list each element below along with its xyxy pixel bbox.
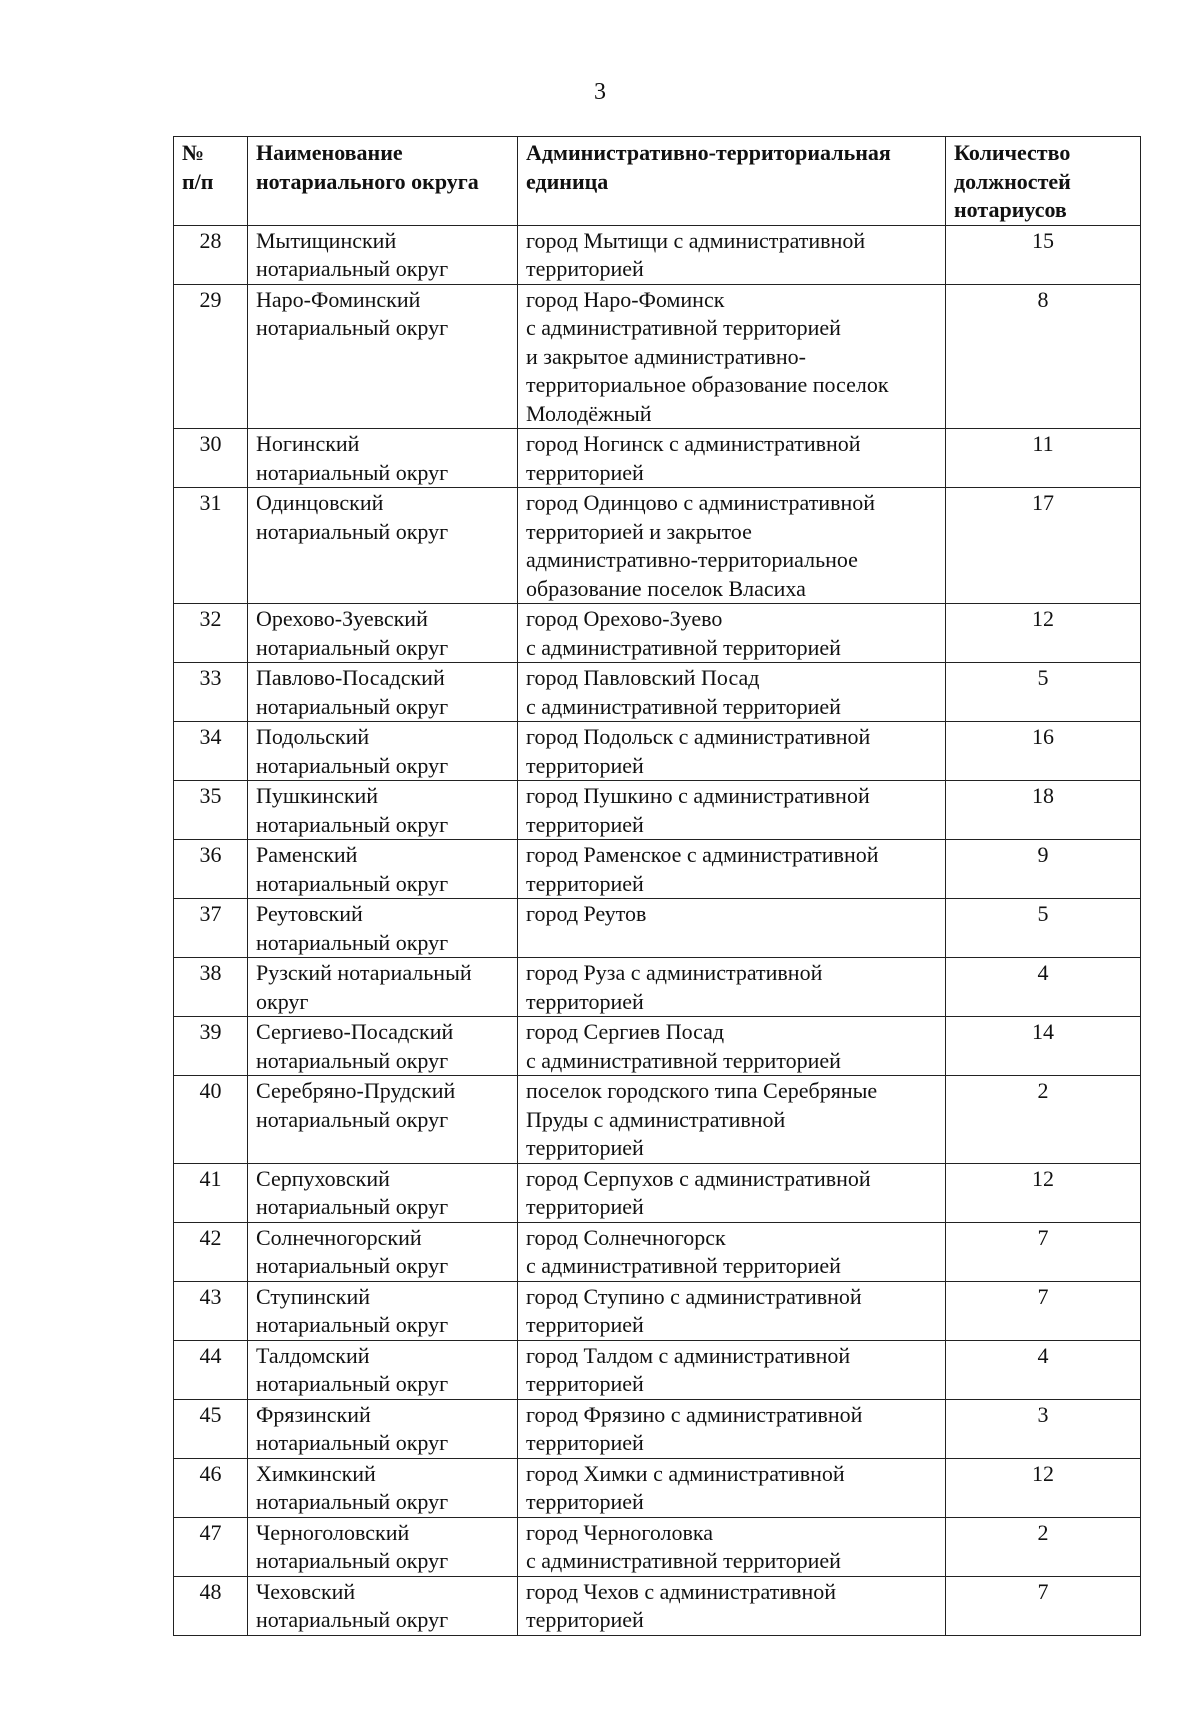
text-line: город Серпухов с административной bbox=[526, 1165, 871, 1191]
header-notary-count bbox=[946, 137, 1141, 226]
district-name bbox=[248, 1576, 518, 1635]
header-admin-unit bbox=[518, 137, 946, 226]
text-line: единица bbox=[526, 168, 609, 194]
text-line: территорией bbox=[526, 1312, 644, 1337]
header-district-name bbox=[248, 137, 518, 226]
text-line: территорией bbox=[526, 459, 644, 485]
row-number: 47 bbox=[174, 1517, 248, 1576]
row-number: 30 bbox=[174, 429, 248, 488]
text-line: нотариальный округ bbox=[256, 752, 449, 778]
row-number: 42 bbox=[174, 1222, 248, 1281]
text-line: нотариальный округ bbox=[256, 1430, 449, 1455]
row-number: 45 bbox=[174, 1399, 248, 1458]
admin-unit bbox=[518, 1517, 946, 1576]
table-row bbox=[174, 663, 1141, 722]
table-row bbox=[174, 899, 1141, 958]
table-row bbox=[174, 1017, 1141, 1076]
text-line: город Руза с административной bbox=[526, 960, 823, 985]
notary-count: 11 bbox=[946, 429, 1141, 488]
district-name bbox=[248, 604, 518, 663]
text-line: территорией bbox=[526, 1371, 644, 1396]
table-row bbox=[174, 781, 1141, 840]
text-line: с административной территорией bbox=[526, 1548, 841, 1573]
row-number: 40 bbox=[174, 1076, 248, 1164]
text-line: нотариальный округ bbox=[256, 1548, 449, 1573]
district-name bbox=[248, 429, 518, 488]
text-line: Подольский bbox=[256, 724, 370, 749]
notary-count: 2 bbox=[946, 1076, 1141, 1164]
admin-unit bbox=[518, 429, 946, 488]
text-line: Наро-Фоминский bbox=[256, 286, 421, 312]
text-line: должностей bbox=[954, 168, 1071, 194]
row-number: 38 bbox=[174, 958, 248, 1017]
text-line: № bbox=[182, 140, 205, 165]
text-line: нотариальный округ bbox=[256, 1371, 449, 1396]
table-row bbox=[174, 429, 1141, 488]
text-line: Серебряно-Прудский bbox=[256, 1078, 456, 1103]
text-line: округ bbox=[256, 988, 309, 1014]
text-line: нотариальный округ bbox=[256, 1047, 449, 1073]
admin-unit bbox=[518, 663, 946, 722]
text-line: город Химки с административной bbox=[526, 1460, 845, 1486]
admin-unit bbox=[518, 1458, 946, 1517]
text-line: Количество bbox=[954, 140, 1071, 165]
text-line: нотариального округа bbox=[256, 168, 479, 194]
text-line: город Орехово-Зуево bbox=[526, 606, 723, 631]
text-line: нотариальный округ bbox=[256, 870, 449, 896]
text-line: город Ступино с административной bbox=[526, 1283, 862, 1309]
text-line: нотариальный округ bbox=[256, 1489, 449, 1514]
text-line: нотариальный округ bbox=[256, 811, 449, 837]
district-name bbox=[248, 722, 518, 781]
district-name bbox=[248, 899, 518, 958]
notary-count: 7 bbox=[946, 1222, 1141, 1281]
admin-unit bbox=[518, 284, 946, 429]
row-number: 29 bbox=[174, 284, 248, 429]
text-line: нотариальный округ bbox=[256, 518, 449, 544]
row-number: 39 bbox=[174, 1017, 248, 1076]
notary-count: 12 bbox=[946, 604, 1141, 663]
admin-unit bbox=[518, 225, 946, 284]
admin-unit bbox=[518, 1340, 946, 1399]
row-number: 41 bbox=[174, 1163, 248, 1222]
district-name bbox=[248, 1017, 518, 1076]
district-name bbox=[248, 488, 518, 604]
header-row bbox=[174, 137, 1141, 226]
notary-count: 8 bbox=[946, 284, 1141, 429]
text-line: территориальное образование поселок bbox=[526, 372, 889, 397]
notary-count: 5 bbox=[946, 899, 1141, 958]
table-row bbox=[174, 1222, 1141, 1281]
text-line: город Реутов bbox=[526, 901, 647, 926]
district-name bbox=[248, 1281, 518, 1340]
notary-count: 16 bbox=[946, 722, 1141, 781]
row-number: 44 bbox=[174, 1340, 248, 1399]
text-line: Сергиево-Посадский bbox=[256, 1019, 454, 1044]
text-line: город Сергиев Посад bbox=[526, 1019, 725, 1044]
text-line: Чеховский bbox=[256, 1578, 356, 1604]
admin-unit bbox=[518, 958, 946, 1017]
notary-count: 14 bbox=[946, 1017, 1141, 1076]
table-row bbox=[174, 488, 1141, 604]
text-line: с административной территорией bbox=[526, 315, 841, 340]
text-line: нотариальный округ bbox=[256, 1312, 449, 1337]
admin-unit bbox=[518, 1076, 946, 1164]
text-line: территорией bbox=[526, 1194, 644, 1219]
text-line: нотариальный округ bbox=[256, 634, 449, 660]
admin-unit bbox=[518, 840, 946, 899]
row-number: 37 bbox=[174, 899, 248, 958]
text-line: административно-территориальное bbox=[526, 547, 858, 572]
text-line: город Фрязино с административной bbox=[526, 1401, 863, 1427]
text-line: город Одинцово с административной bbox=[526, 490, 876, 515]
text-line: Наименование bbox=[256, 140, 403, 165]
admin-unit bbox=[518, 488, 946, 604]
text-line: нотариальный округ bbox=[256, 1106, 449, 1132]
text-line: Рузский нотариальный bbox=[256, 960, 472, 985]
notary-count: 12 bbox=[946, 1458, 1141, 1517]
table-row bbox=[174, 1281, 1141, 1340]
text-line: нотариальный округ bbox=[256, 459, 449, 485]
district-name bbox=[248, 1340, 518, 1399]
text-line: территорией bbox=[526, 1489, 644, 1514]
text-line: город Чехов с административной bbox=[526, 1578, 836, 1604]
row-number: 35 bbox=[174, 781, 248, 840]
text-line: Пушкинский bbox=[256, 783, 379, 808]
table-row bbox=[174, 1163, 1141, 1222]
admin-unit bbox=[518, 722, 946, 781]
text-line: нотариальный округ bbox=[256, 1194, 449, 1219]
table-row bbox=[174, 1458, 1141, 1517]
notary-count: 18 bbox=[946, 781, 1141, 840]
district-name bbox=[248, 1458, 518, 1517]
table-row bbox=[174, 225, 1141, 284]
text-line: образование поселок Власиха bbox=[526, 575, 806, 601]
text-line: Мытищинский bbox=[256, 227, 397, 253]
district-name bbox=[248, 663, 518, 722]
row-number: 43 bbox=[174, 1281, 248, 1340]
district-name bbox=[248, 1399, 518, 1458]
text-line: территорией bbox=[526, 256, 644, 281]
table-row bbox=[174, 1517, 1141, 1576]
notary-count: 9 bbox=[946, 840, 1141, 899]
notary-count: 4 bbox=[946, 1340, 1141, 1399]
notary-count: 12 bbox=[946, 1163, 1141, 1222]
text-line: город Подольск с административной bbox=[526, 724, 871, 749]
row-number: 28 bbox=[174, 225, 248, 284]
text-line: Орехово-Зуевский bbox=[256, 606, 428, 631]
admin-unit bbox=[518, 604, 946, 663]
text-line: Черноголовский bbox=[256, 1519, 410, 1545]
table-row bbox=[174, 604, 1141, 663]
row-number: 33 bbox=[174, 663, 248, 722]
notary-count: 15 bbox=[946, 225, 1141, 284]
text-line: город Мытищи с административной bbox=[526, 227, 866, 253]
text-line: Молодёжный bbox=[526, 400, 652, 426]
district-name bbox=[248, 958, 518, 1017]
text-line: и закрытое административно- bbox=[526, 343, 806, 369]
text-line: город Наро-Фоминск bbox=[526, 286, 725, 312]
notary-count: 5 bbox=[946, 663, 1141, 722]
district-name bbox=[248, 1517, 518, 1576]
table-row bbox=[174, 840, 1141, 899]
row-number: 32 bbox=[174, 604, 248, 663]
table-row bbox=[174, 1340, 1141, 1399]
table-header bbox=[174, 137, 1141, 226]
text-line: Фрязинский bbox=[256, 1401, 371, 1427]
text-line: территорией bbox=[526, 752, 644, 778]
admin-unit bbox=[518, 1399, 946, 1458]
district-name bbox=[248, 1076, 518, 1164]
notary-count: 7 bbox=[946, 1281, 1141, 1340]
notary-count: 3 bbox=[946, 1399, 1141, 1458]
text-line: город Раменское с административной bbox=[526, 842, 879, 867]
table-row bbox=[174, 1399, 1141, 1458]
district-name bbox=[248, 225, 518, 284]
notary-districts-table bbox=[173, 136, 1141, 1636]
text-line: территорией bbox=[526, 1135, 644, 1160]
table-body bbox=[174, 225, 1141, 1635]
text-line: территорией bbox=[526, 988, 644, 1014]
table-row bbox=[174, 1076, 1141, 1164]
notary-count: 4 bbox=[946, 958, 1141, 1017]
district-name bbox=[248, 284, 518, 429]
row-number: 46 bbox=[174, 1458, 248, 1517]
text-line: Пруды с административной bbox=[526, 1106, 786, 1132]
text-line: город Ногинск с административной bbox=[526, 431, 861, 456]
text-line: Солнечногорский bbox=[256, 1224, 422, 1250]
text-line: Административно-территориальная bbox=[526, 140, 891, 165]
text-line: территорией и закрытое bbox=[526, 518, 752, 544]
text-line: город Талдом с административной bbox=[526, 1342, 851, 1368]
text-line: город Павловский Посад bbox=[526, 665, 760, 690]
header-num bbox=[174, 137, 248, 226]
admin-unit bbox=[518, 1576, 946, 1635]
admin-unit bbox=[518, 899, 946, 958]
text-line: нотариусов bbox=[954, 197, 1067, 222]
text-line: Реутовский bbox=[256, 901, 363, 926]
text-line: Серпуховский bbox=[256, 1165, 390, 1191]
text-line: нотариальный округ bbox=[256, 1607, 449, 1632]
page-number: 3 bbox=[594, 79, 606, 105]
text-line: нотариальный округ bbox=[256, 315, 449, 340]
admin-unit bbox=[518, 781, 946, 840]
table-row bbox=[174, 722, 1141, 781]
text-line: территорией bbox=[526, 1430, 644, 1455]
admin-unit bbox=[518, 1281, 946, 1340]
text-line: город Черноголовка bbox=[526, 1519, 714, 1545]
district-name bbox=[248, 1163, 518, 1222]
text-line: с административной территорией bbox=[526, 693, 841, 719]
admin-unit bbox=[518, 1017, 946, 1076]
table-row bbox=[174, 958, 1141, 1017]
row-number: 34 bbox=[174, 722, 248, 781]
text-line: территорией bbox=[526, 1607, 644, 1632]
text-line: поселок городского типа Серебряные bbox=[526, 1078, 878, 1103]
text-line: Талдомский bbox=[256, 1342, 370, 1368]
text-line: нотариальный округ bbox=[256, 693, 449, 719]
text-line: с административной территорией bbox=[526, 634, 841, 660]
text-line: город Пушкино с административной bbox=[526, 783, 870, 808]
district-name bbox=[248, 1222, 518, 1281]
admin-unit bbox=[518, 1222, 946, 1281]
notary-count: 17 bbox=[946, 488, 1141, 604]
text-line: нотариальный округ bbox=[256, 929, 449, 955]
row-number: 48 bbox=[174, 1576, 248, 1635]
admin-unit bbox=[518, 1163, 946, 1222]
text-line: нотариальный округ bbox=[256, 1253, 449, 1278]
text-line: нотариальный округ bbox=[256, 256, 449, 281]
notary-count: 7 bbox=[946, 1576, 1141, 1635]
text-line: территорией bbox=[526, 811, 644, 837]
text-line: территорией bbox=[526, 870, 644, 896]
text-line: с административной территорией bbox=[526, 1047, 841, 1073]
text-line: Ногинский bbox=[256, 431, 360, 456]
row-number: 36 bbox=[174, 840, 248, 899]
text-line: Химкинский bbox=[256, 1460, 376, 1486]
text-line: Одинцовский bbox=[256, 490, 384, 515]
table-row bbox=[174, 1576, 1141, 1635]
table-row bbox=[174, 284, 1141, 429]
district-name bbox=[248, 840, 518, 899]
row-number: 31 bbox=[174, 488, 248, 604]
notary-count: 2 bbox=[946, 1517, 1141, 1576]
text-line: город Солнечногорск bbox=[526, 1224, 726, 1250]
text-line: Ступинский bbox=[256, 1283, 371, 1309]
text-line: с административной территорией bbox=[526, 1253, 841, 1278]
text-line: п/п bbox=[182, 168, 214, 194]
district-name bbox=[248, 781, 518, 840]
text-line: Раменский bbox=[256, 842, 358, 867]
text-line: Павлово-Посадский bbox=[256, 665, 445, 690]
